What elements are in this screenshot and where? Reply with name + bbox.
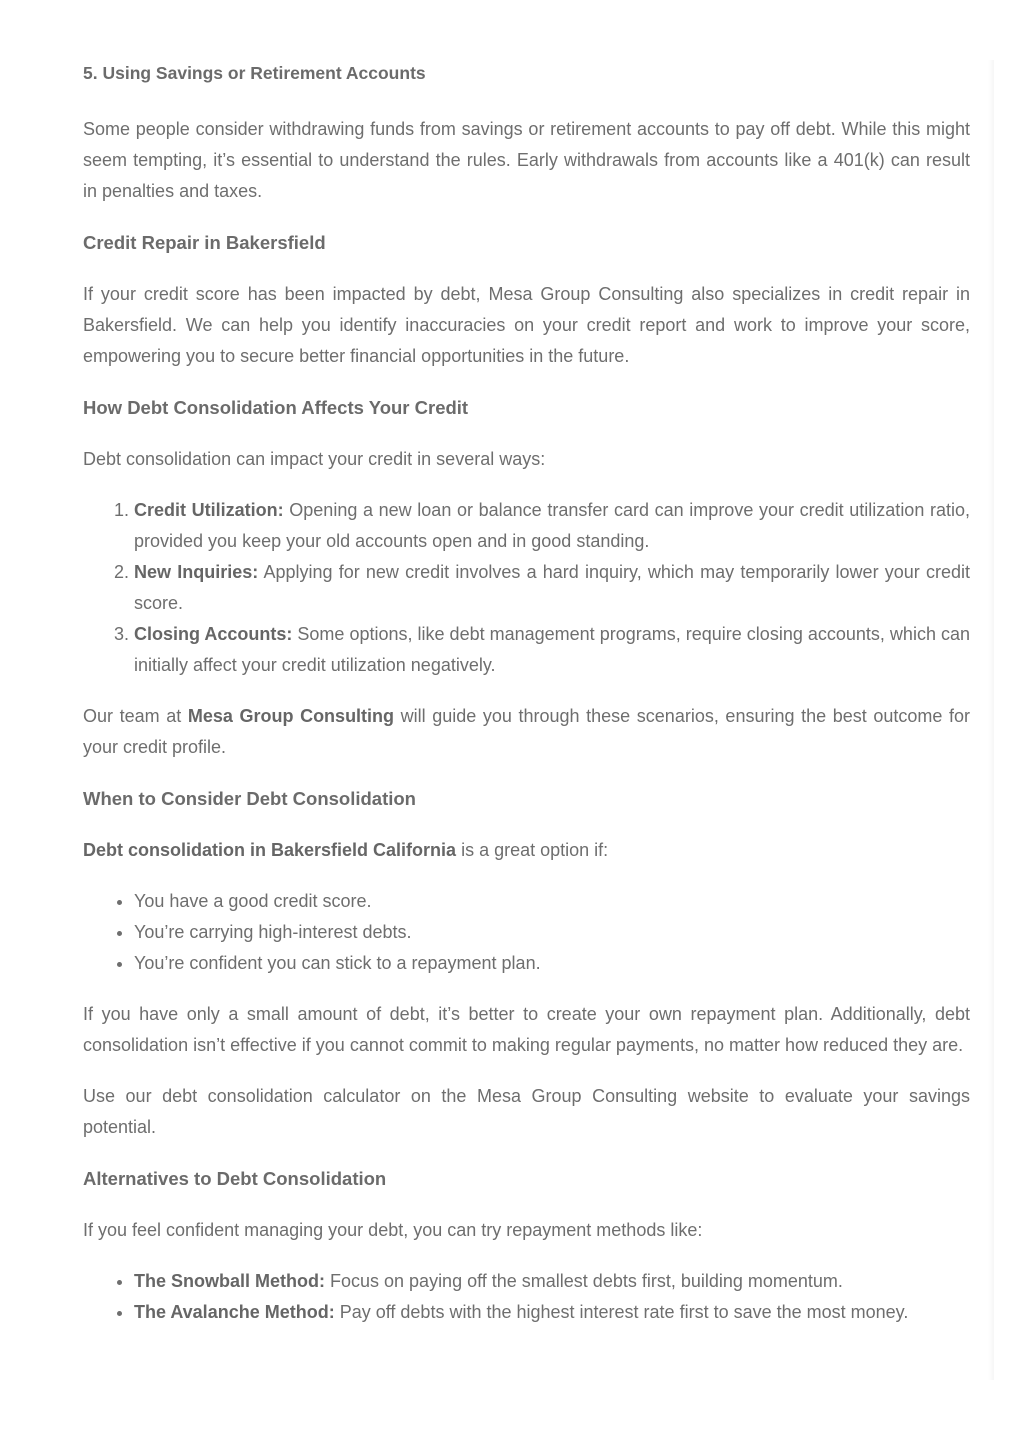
list-item-term: The Snowball Method: <box>134 1271 325 1291</box>
outro-pre: Our team at <box>83 706 188 726</box>
list-item-text: Pay off debts with the highest interest rate first to save the most money. <box>334 1302 909 1322</box>
list-item-term: Credit Utilization: <box>134 500 284 520</box>
outro-post: will guide you through these scenarios, ensuring the best outcome for your credit profile. <box>83 706 970 757</box>
section-heading-credit-repair: Credit Repair in Bakersfield <box>83 232 326 253</box>
paragraph-savings: Some people consider withdrawing funds from savings or retirement accounts to pay off debt. While this might seem tempting, it’s essential to understand the rules. Early withdrawals from accounts like a 401(k) can result in penalties and taxes. <box>83 119 970 201</box>
list-item <box>134 1297 970 1328</box>
when-consider-list <box>83 886 970 979</box>
list-item: • You have a good credit score. <box>134 886 970 917</box>
list-item-text: Opening a new loan or balance transfer card can improve your credit utilization ratio, provided you keep your old accounts open and in good standing. <box>134 500 970 551</box>
list-item-term: Closing Accounts: <box>134 624 293 644</box>
section-heading-savings: 5. Using Savings or Retirement Accounts <box>83 63 426 83</box>
paragraph-small-debt: If you have only a small amount of debt, it’s better to create your own repayment plan. Additionally, debt consolidation isn’t effective if you cannot commit to making regular payments, no matter how reduced they are. <box>83 1004 970 1055</box>
intro-post: is a great option if: <box>456 840 609 860</box>
company-name: Mesa Group Consulting <box>187 706 395 726</box>
section-heading-alternatives: Alternatives to Debt Consolidation <box>83 1168 387 1189</box>
list-item <box>134 495 970 557</box>
paragraph-credit-effects-intro: Debt consolidation can impact your credit in several ways: <box>83 449 546 469</box>
list-item-term: New Inquiries: <box>134 562 259 582</box>
intro-bold: Debt consolidation in Bakersfield California <box>83 840 457 860</box>
list-item <box>134 619 970 681</box>
paragraph-alternatives-intro: If you feel confident managing your debt, you can try repayment methods like: <box>83 1220 703 1240</box>
list-item: • You’re carrying high-interest debts. <box>134 917 970 948</box>
alternatives-list <box>83 1266 970 1328</box>
list-item-text: Focus on paying off the smallest debts first, building momentum. <box>325 1271 843 1291</box>
list-item: • You’re confident you can stick to a repayment plan. <box>134 948 970 979</box>
section-heading-credit-effects: How Debt Consolidation Affects Your Credit <box>83 397 469 418</box>
paragraph-when-consider-intro <box>83 835 970 866</box>
credit-effects-list <box>83 495 970 681</box>
list-item-term: The Avalanche Method: <box>134 1302 335 1322</box>
article-body <box>83 58 970 1348</box>
paragraph-calculator: Use our debt consolidation calculator on the Mesa Group Consulting website to evaluate your savings potential. <box>83 1086 970 1137</box>
list-item-text: Some options, like debt management programs, require closing accounts, which can initially affect your credit utilization negatively. <box>134 624 971 675</box>
list-item <box>134 557 970 619</box>
list-item-text: Applying for new credit involves a hard inquiry, which may temporarily lower your credit score. <box>134 562 970 613</box>
paragraph-credit-effects-outro <box>83 701 970 763</box>
paragraph-credit-repair: If your credit score has been impacted by debt, Mesa Group Consulting also specializes in credit repair in Bakersfield. We can help you identify inaccuracies on your credit report and work to improve your score, empowering you to secure better financial opportunities in the future. <box>83 284 970 366</box>
page-edge-shadow <box>988 60 994 1380</box>
section-heading-when-consider: When to Consider Debt Consolidation <box>83 788 416 809</box>
list-item <box>134 1266 970 1297</box>
